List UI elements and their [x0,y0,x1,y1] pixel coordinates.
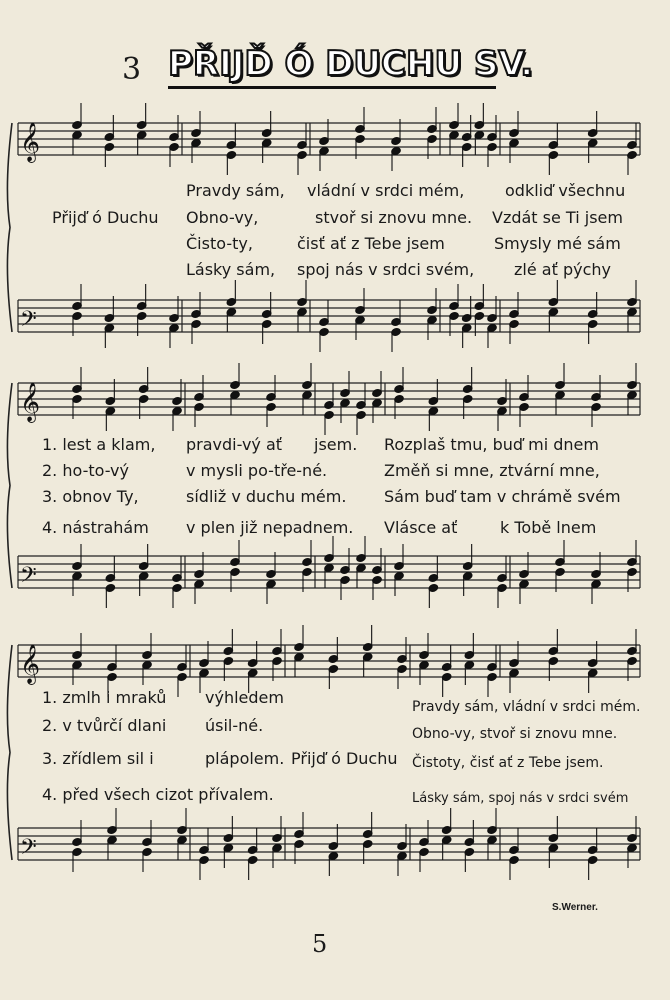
lyric-s1-l4-b: spoj nás v srdci svém, [297,260,475,279]
lyric-s3-l3-c: Přijď ó Duchu [291,749,398,768]
lyric-s2-l2-c: Změň si mne, ztvární mne, [384,461,600,480]
lyric-s2-l1-c: jsem. [314,435,358,454]
svg-text:𝄞: 𝄞 [20,122,41,162]
lyric-s1-l2-b: Obno-vy, [186,208,259,227]
lyric-s3-l3-a: 3. zřídlem sil i [42,749,154,768]
page-number: 5 [312,930,328,958]
lyric-s2-l4-d: k Tobě lnem [500,518,597,537]
hymn-number: 3 [122,52,142,87]
lyric-s2-l4-a: 4. nástrahám [42,518,149,537]
lyric-s2-l1-b: pravdi-vý ať [186,435,283,454]
hymn-title: PŘIJĎ Ó DUCHU SV. [168,44,534,84]
lyric-s1-l3-b: čisť ať z Tebe jsem [297,234,445,253]
lyric-s1-l2-d: Vzdát se Ti jsem [492,208,623,227]
composer-signature: S.Werner. [552,902,598,913]
lyric-s3-l2-b: úsil-né. [205,716,264,735]
lyric-s2-l4-b: v plen již nepadnem. [186,518,354,537]
lyric-s1-l3-a: Čisto-ty, [186,234,253,253]
lyric-s3-l4-a: 4. před všech cizot přívalem. [42,785,274,804]
svg-text:𝄞: 𝄞 [20,382,41,422]
lyric-s3-l4-b: Lásky sám, spoj nás v srdci svém [412,791,629,806]
lyric-s2-l3-b: sídliž v duchu mém. [186,487,347,506]
lyric-s1-l1-c: odkliď všechnu [505,181,626,200]
lyric-s1-l1-a: Pravdy sám, [186,181,285,200]
lyric-s2-l2-b: v mysli po-tře-né. [186,461,328,480]
lyric-s3-l1-c: Pravdy sám, vládní v srdci mém. [412,699,641,715]
lyric-s1-l2-a: Přijď ó Duchu [52,208,159,227]
lyric-s1-l4-c: zlé ať pýchy [514,260,611,279]
lyric-s3-l2-a: 2. v tvůrčí dlani [42,716,167,735]
lyric-s2-l4-c: Vlásce ať [384,518,458,537]
svg-text:𝄢: 𝄢 [20,563,37,593]
lyric-s2-l1-a: 1. lest a klam, [42,435,156,454]
lyric-s3-l1-b: výhledem [205,688,284,707]
lyric-s2-l1-d: Rozplaš tmu, buď mi dnem [384,435,599,454]
lyric-s1-l4-a: Lásky sám, [186,260,276,279]
svg-text:𝄢: 𝄢 [20,307,37,337]
lyric-s3-l3-d: Čistoty, čisť ať z Tebe jsem. [412,755,604,771]
svg-text:𝄞: 𝄞 [20,644,41,684]
lyric-s1-l2-c: stvoř si znovu mne. [315,208,473,227]
svg-text:𝄢: 𝄢 [20,835,37,865]
lyric-s2-l3-c: Sám buď tam v chrámě svém [384,487,621,506]
lyric-s2-l2-a: 2. ho-to-vý [42,461,129,480]
lyric-s3-l1-a: 1. zmlh i mraků [42,688,167,707]
lyric-s1-l3-c: Smysly mé sám [494,234,621,253]
lyric-s3-l3-b: plápolem. [205,749,285,768]
lyric-s2-l3-a: 3. obnov Ty, [42,487,139,506]
lyric-s3-l2-c: Obno-vy, stvoř si znovu mne. [412,726,618,742]
lyric-s1-l1-b: vládní v srdci mém, [307,181,465,200]
